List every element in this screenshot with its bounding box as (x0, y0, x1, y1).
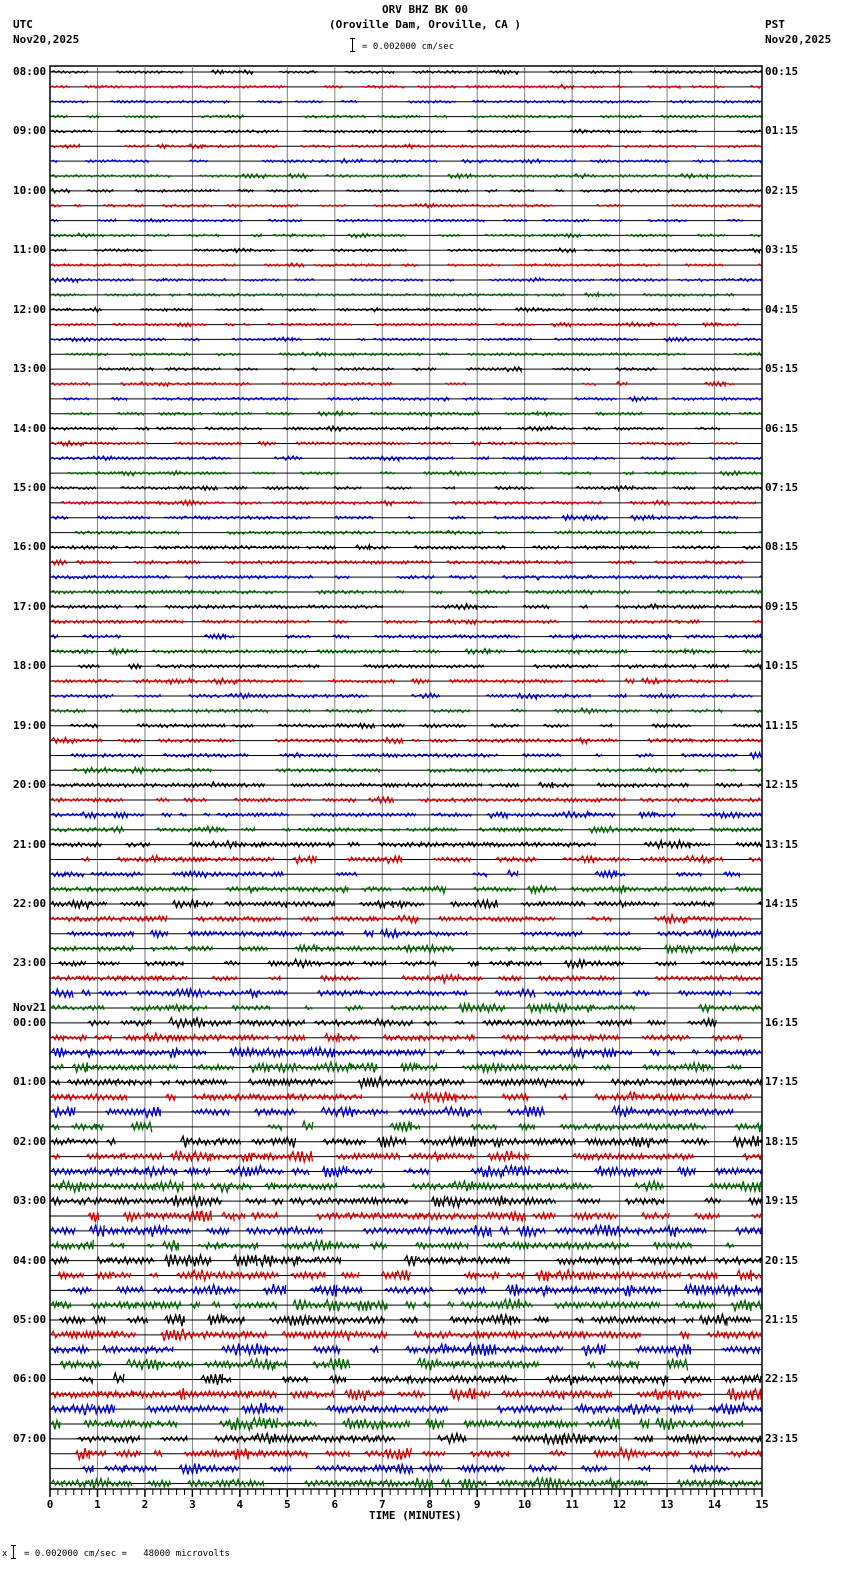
utc-hour-label: 10:00 (13, 183, 47, 197)
pst-hour-label: 15:15 (765, 956, 799, 970)
utc-hour-label: 23:00 (13, 956, 47, 970)
utc-hour-label: 08:00 (13, 65, 47, 78)
x-tick-label: 5 (284, 1498, 291, 1511)
utc-hour-label: 11:00 (13, 243, 47, 257)
utc-hour-label: 17:00 (13, 599, 47, 613)
x-tick-label: 3 (189, 1498, 196, 1511)
station-title: ORV BHZ BK 00 (381, 3, 469, 16)
pst-hour-label: 22:15 (765, 1372, 799, 1386)
x-tick-label: 13 (660, 1498, 674, 1511)
utc-hour-label: 22:00 (13, 897, 47, 911)
pst-hour-label: 01:15 (765, 124, 799, 138)
scale-text: = 0.002000 cm/sec (362, 42, 455, 52)
pst-hour-label: 18:15 (765, 1134, 799, 1148)
footer-prefix: x (2, 1549, 8, 1559)
x-tick-label: 4 (236, 1498, 244, 1511)
pst-hour-label: 06:15 (765, 421, 799, 435)
x-tick-label: 7 (378, 1498, 386, 1511)
utc-hour-label: 05:00 (13, 1313, 47, 1327)
date-change-label: Nov21 (13, 1000, 47, 1014)
pst-hour-label: 14:15 (765, 897, 799, 911)
pst-hour-label: 10:15 (765, 659, 799, 673)
x-axis-label: TIME (MINUTES) (369, 1509, 462, 1522)
utc-hour-label: 18:00 (13, 659, 47, 673)
pst-hour-label: 23:15 (765, 1431, 799, 1445)
pst-hour-label: 04:15 (765, 302, 799, 316)
pst-hour-label: 02:15 (765, 183, 799, 197)
pst-hour-label: 07:15 (765, 481, 799, 494)
x-tick-label: 15 (755, 1498, 769, 1511)
utc-hour-label: 14:00 (13, 421, 47, 435)
utc-hour-label: 09:00 (13, 124, 47, 138)
pst-hour-label: 03:15 (765, 243, 799, 257)
pst-hour-label: 05:15 (765, 362, 799, 376)
utc-hour-label: 12:00 (13, 302, 47, 316)
utc-hour-label: 21:00 (13, 837, 47, 851)
right-date: Nov20,2025 (765, 33, 832, 46)
pst-hour-label: 00:15 (765, 65, 799, 78)
x-tick-label: 10 (518, 1498, 532, 1511)
utc-hour-label: 06:00 (13, 1372, 47, 1386)
utc-hour-label: 03:00 (13, 1194, 47, 1208)
footer-scale-bar-icon (13, 1545, 14, 1559)
utc-hour-label: 00:00 (13, 1015, 47, 1029)
x-tick-label: 8 (426, 1498, 434, 1511)
pst-hour-label: 16:15 (765, 1015, 799, 1029)
pst-hour-label: 09:15 (765, 599, 799, 613)
pst-hour-label: 21:15 (765, 1313, 799, 1327)
pst-hour-label: 12:15 (765, 778, 799, 792)
left-timezone: UTC (13, 18, 33, 31)
x-tick-label: 6 (331, 1498, 339, 1511)
utc-hour-label: 15:00 (13, 481, 47, 494)
pst-hour-label: 19:15 (765, 1194, 799, 1208)
x-tick-label: 2 (141, 1498, 149, 1511)
utc-hour-label: 19:00 (13, 718, 47, 732)
pst-hour-label: 17:15 (765, 1075, 799, 1089)
right-timezone: PST (765, 18, 785, 31)
left-date: Nov20,2025 (13, 33, 80, 46)
x-tick-label: 14 (707, 1498, 722, 1511)
x-tick-label: 0 (46, 1498, 54, 1511)
x-tick-label: 12 (612, 1498, 627, 1511)
x-tick-label: 11 (565, 1498, 579, 1511)
station-location: (Oroville Dam, Oroville, CA ) (328, 18, 522, 31)
utc-hour-label: 01:00 (13, 1075, 47, 1089)
utc-hour-label: 02:00 (13, 1134, 47, 1148)
utc-hour-label: 04:00 (13, 1253, 47, 1267)
x-tick-label: 1 (94, 1498, 101, 1511)
pst-hour-label: 11:15 (765, 718, 799, 732)
pst-hour-label: 08:15 (765, 540, 799, 554)
x-tick-label: 9 (473, 1498, 481, 1511)
footer-scale-text: = 0.002000 cm/sec = 48000 microvolts (24, 1549, 230, 1559)
pst-hour-label: 20:15 (765, 1253, 799, 1267)
utc-hour-label: 16:00 (13, 540, 47, 554)
utc-hour-label: 20:00 (13, 778, 47, 792)
utc-hour-label: 13:00 (13, 362, 47, 376)
utc-hour-label: 07:00 (13, 1431, 47, 1445)
pst-hour-label: 13:15 (765, 837, 799, 851)
